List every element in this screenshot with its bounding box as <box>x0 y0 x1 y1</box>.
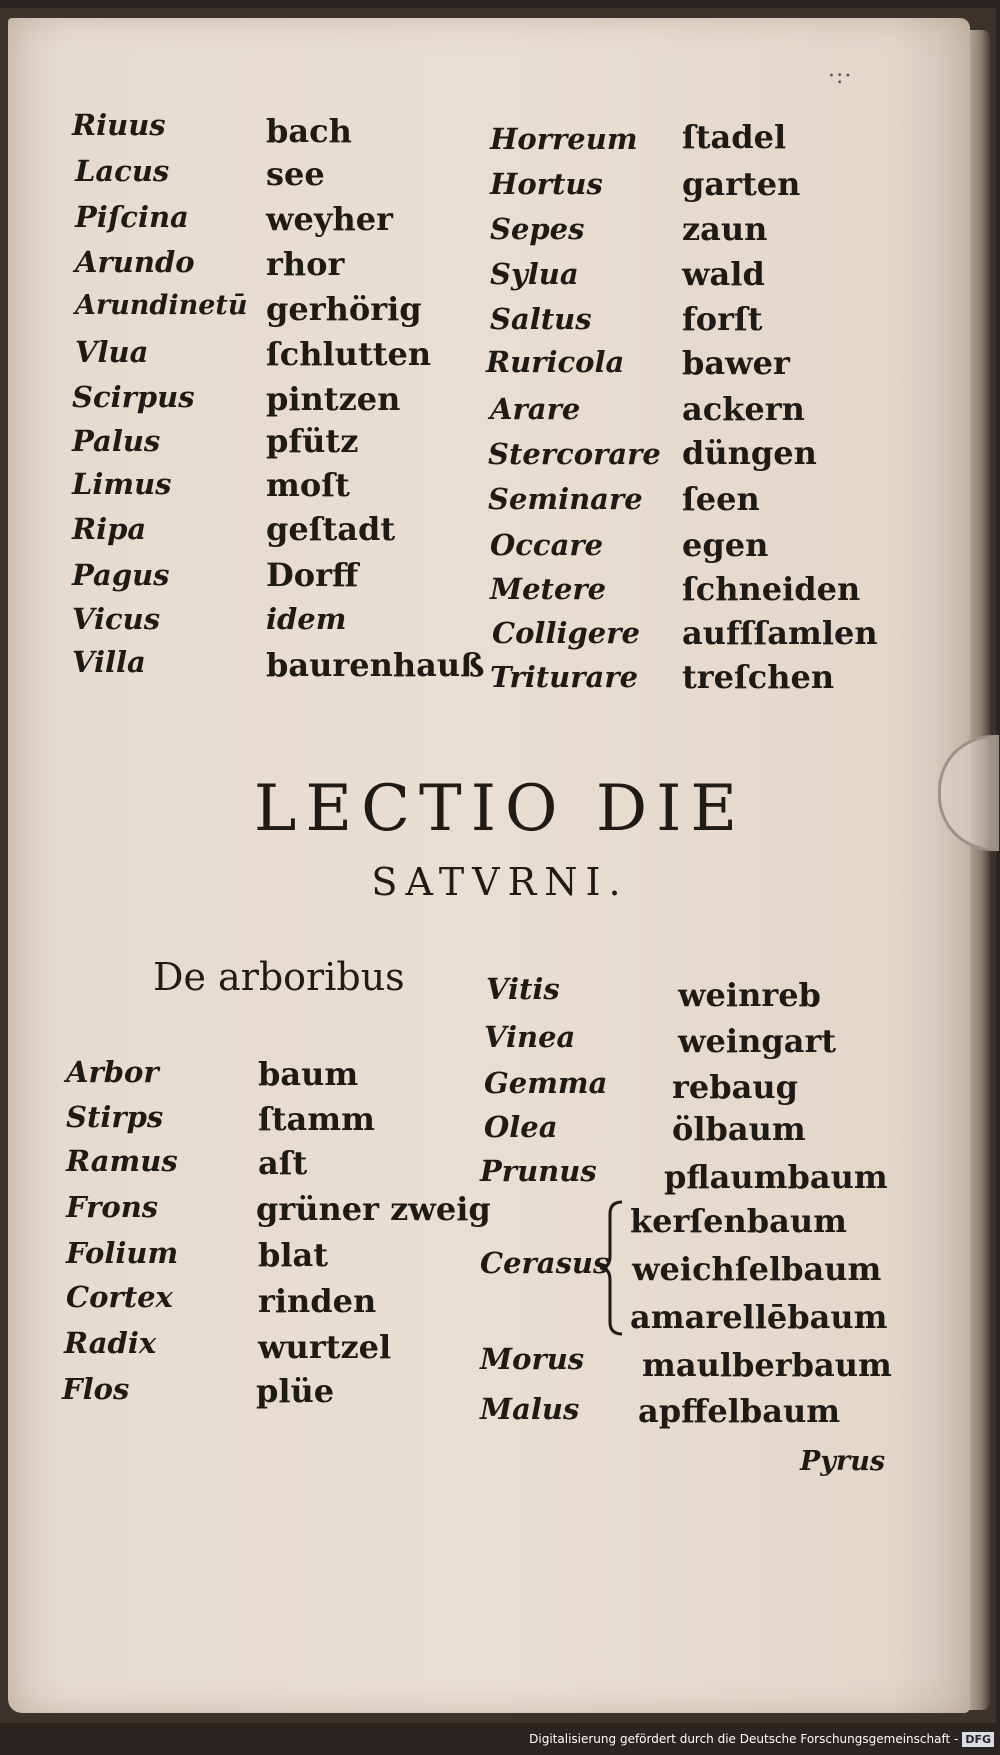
catchword: Pyrus <box>800 1446 886 1477</box>
vocab-gloss: weyher <box>266 200 393 238</box>
vocab-term: Villa <box>72 645 146 679</box>
vocab-term: Radix <box>64 1326 157 1360</box>
vocab-term: Pagus <box>72 558 170 592</box>
corner-mark: ·:· <box>828 64 853 89</box>
vocab-gloss: see <box>266 155 325 193</box>
vocab-gloss: weingart <box>678 1022 837 1060</box>
vocab-term: Arundo <box>75 245 195 279</box>
vocab-term: Scirpus <box>72 380 195 414</box>
vocab-term: Ripa <box>72 512 147 546</box>
vocab-gloss: blat <box>258 1236 329 1274</box>
vocab-term: Colligere <box>492 616 640 650</box>
vocab-term: Arbor <box>66 1055 159 1089</box>
vocab-term: Limus <box>72 467 172 501</box>
vocab-term: Ruricola <box>486 345 625 379</box>
dfg-logo: DFG <box>962 1732 994 1747</box>
vocab-gloss: Dorff <box>266 556 359 594</box>
vocab-gloss: kerſenbaum <box>630 1202 848 1240</box>
vocab-gloss: garten <box>682 165 801 203</box>
vocab-term: Lacus <box>75 154 170 188</box>
vocab-gloss: ſtadel <box>682 118 787 156</box>
vocab-term: Cortex <box>66 1280 173 1314</box>
vocab-term: Stirps <box>66 1100 164 1134</box>
footer-credit: Digitalisierung gefördert durch die Deutsche Forschungsgemeinschaft - <box>529 1732 959 1746</box>
vocab-term: Vinea <box>484 1020 576 1054</box>
lesson-heading: LECTIO DIE <box>253 772 747 846</box>
vocab-term: Prunus <box>480 1154 597 1188</box>
vocab-term: Malus <box>480 1392 580 1426</box>
vocab-term: Metere <box>490 572 607 606</box>
vocab-gloss: ackern <box>682 390 805 428</box>
vocab-gloss: gerhörig <box>266 290 422 328</box>
vocab-gloss: ſtamm <box>258 1100 375 1138</box>
vocab-gloss: forſt <box>682 300 763 338</box>
vocab-gloss: bawer <box>682 344 790 382</box>
vocab-term: Piſcina <box>75 200 189 234</box>
vocab-term: Vlua <box>75 335 149 369</box>
vocab-gloss: wald <box>682 255 765 293</box>
vocab-gloss: baurenhauß <box>266 646 485 684</box>
vocab-gloss: ſeen <box>682 480 760 518</box>
vocab-term: Riuus <box>72 108 166 142</box>
vocab-gloss: apffelbaum <box>638 1392 841 1430</box>
vocab-term: Folium <box>66 1236 179 1270</box>
vocab-gloss: treſchen <box>682 658 835 696</box>
vocab-gloss: pflaumbaum <box>664 1158 888 1196</box>
cerasus-term: Cerasus <box>480 1246 610 1280</box>
vocab-term: Hortus <box>490 167 603 201</box>
vocab-gloss: ſchlutten <box>266 335 432 373</box>
vocab-gloss: wurtzel <box>258 1328 392 1366</box>
vocab-gloss: moſt <box>266 466 350 504</box>
vocab-term: Sylua <box>490 257 579 291</box>
vocab-gloss: zaun <box>682 210 768 248</box>
vocab-gloss: rebaug <box>672 1068 798 1106</box>
vocab-gloss: pfütz <box>266 422 359 460</box>
vocab-term: Ramus <box>66 1144 178 1178</box>
vocab-term: Occare <box>490 528 604 562</box>
vocab-gloss: aſt <box>258 1144 308 1182</box>
cerasus-brace <box>598 1198 628 1338</box>
footer-bar <box>0 1723 1000 1755</box>
vocab-term: Morus <box>480 1342 585 1376</box>
vocab-gloss: idem <box>266 602 347 636</box>
vocab-gloss: ſchneiden <box>682 570 861 608</box>
vocab-gloss: weinreb <box>678 976 821 1014</box>
vocab-term: Stercorare <box>488 437 661 471</box>
vocab-gloss: grüner zweig <box>256 1190 491 1228</box>
vocab-gloss: maulberbaum <box>642 1346 892 1384</box>
vocab-term: Palus <box>72 424 161 458</box>
vocab-gloss: aufſſamlen <box>682 614 878 652</box>
vocab-term: Frons <box>66 1190 159 1224</box>
vocab-gloss: rhor <box>266 245 345 283</box>
vocab-term: Vicus <box>72 602 161 636</box>
vocab-term: Olea <box>484 1110 558 1144</box>
vocab-gloss: plüe <box>256 1372 335 1410</box>
vocab-gloss: geſtadt <box>266 510 396 548</box>
section-title: De arboribus <box>153 955 405 999</box>
vocab-gloss: egen <box>682 526 769 564</box>
vocab-term: Horreum <box>490 122 638 156</box>
vocab-term: Gemma <box>484 1066 608 1100</box>
vocab-gloss: pintzen <box>266 380 401 418</box>
vocab-term: Seminare <box>488 482 643 516</box>
vocab-gloss: rinden <box>258 1282 377 1320</box>
vocab-gloss: ölbaum <box>672 1110 806 1148</box>
vocab-term: Arundinetū <box>75 290 248 321</box>
vocab-gloss: weichſelbaum <box>632 1250 882 1288</box>
vocab-term: Sepes <box>490 212 585 246</box>
vocab-gloss: baum <box>258 1055 359 1093</box>
vocab-term: Flos <box>62 1372 130 1406</box>
vocab-gloss: bach <box>266 112 352 150</box>
vocab-gloss: düngen <box>682 434 817 472</box>
vocab-term: Triturare <box>490 660 639 694</box>
vocab-term: Vitis <box>486 972 560 1006</box>
vocab-term: Arare <box>490 392 581 426</box>
vocab-term: Saltus <box>490 302 592 336</box>
lesson-subheading: SATVRNI. <box>371 860 629 904</box>
vocab-gloss: amarellēbaum <box>630 1298 888 1336</box>
